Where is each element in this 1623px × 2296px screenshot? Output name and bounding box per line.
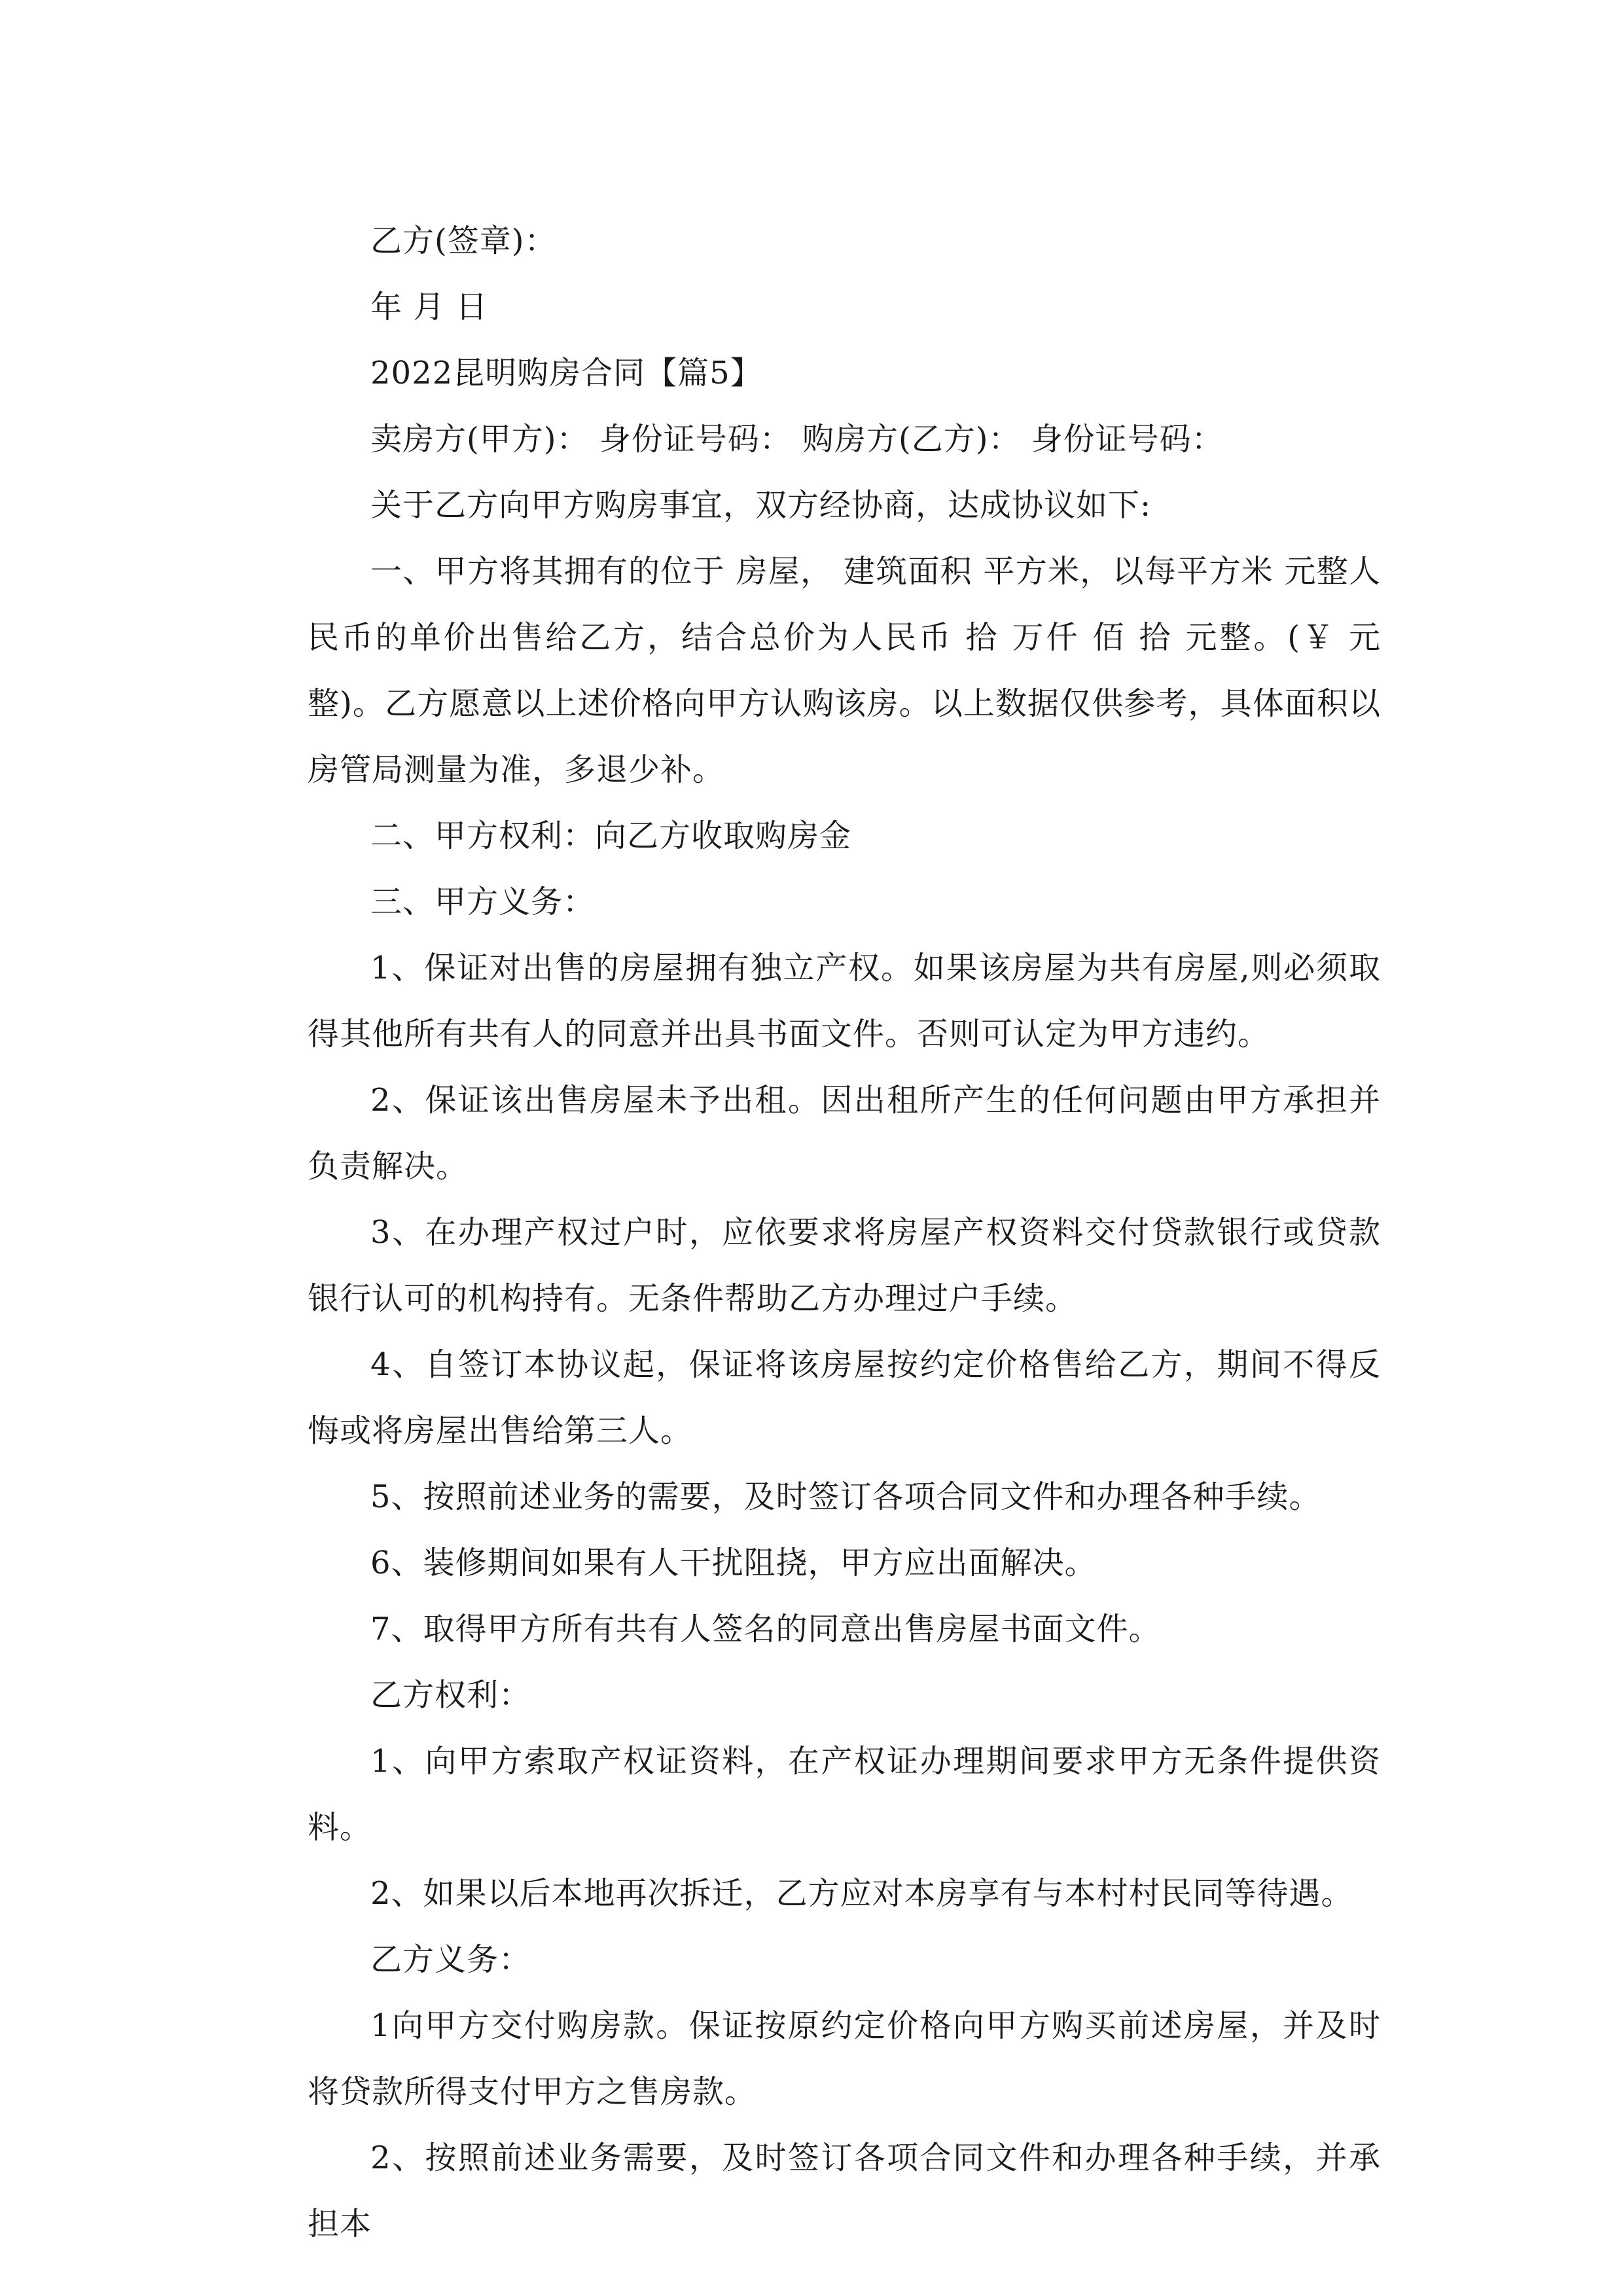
party-a-obligation-6: 6、装修期间如果有人干扰阻挠，甲方应出面解决。 xyxy=(370,1545,1097,1581)
party-b-right-1: 1、向甲方索取产权证资料，在产权证办理期间要求甲方无条件提供资料。 xyxy=(308,1743,1381,1846)
party-b-obligation-1: 1向甲方交付购房款。保证按原约定价格向甲方购买前述房屋，并及时将贷款所得支付甲方之售房款。 xyxy=(308,2007,1381,2110)
party-a-obligation-3: 3、在办理产权过户时，应依要求将房屋产权资料交付贷款银行或贷款银行认可的机构持有。无条件帮助乙方办理过户手续。 xyxy=(308,1214,1381,1317)
party-a-obligation-5: 5、按照前述业务的需要，及时签订各项合同文件和办理各种手续。 xyxy=(370,1479,1321,1515)
agreement-intro: 关于乙方向甲方购房事宜，双方经协商，达成协议如下: xyxy=(370,487,1152,524)
document-body xyxy=(308,208,1381,2257)
party-b-signature-line: 乙方(签章)： xyxy=(370,223,557,259)
party-b-obligations-heading: 乙方义务： xyxy=(370,1941,531,1978)
party-a-obligation-7: 7、取得甲方所有共有人签名的同意出售房屋书面文件。 xyxy=(370,1611,1161,1647)
contract-section-title: 2022昆明购房合同【篇5】 xyxy=(370,355,762,391)
party-a-obligation-4: 4、自签订本协议起，保证将该房屋按约定价格售给乙方，期间不得反悔或将房屋出售给第三人。 xyxy=(308,1346,1381,1449)
party-a-obligation-2: 2、保证该出售房屋未予出租。因出租所产生的任何问题由甲方承担并负责解决。 xyxy=(308,1082,1381,1185)
parties-line: 卖房方(甲方)： 身份证号码： 购房方(乙方)： 身份证号码： xyxy=(370,421,1224,457)
party-b-rights-heading: 乙方权利： xyxy=(370,1677,531,1713)
party-b-right-2: 2、如果以后本地再次拆迁，乙方应对本房享有与本村村民同等待遇。 xyxy=(370,1875,1353,1912)
clause-3-party-a-obligations-heading: 三、甲方义务： xyxy=(370,884,596,920)
clause-1-property-price: 一、甲方将其拥有的位于 房屋， 建筑面积 平方米，以每平方米 元整人民币的单价出售给乙方，结合总价为人民币 拾 万仟 佰 拾 元整。(￥ 元整)。乙方愿意以上述价格向甲方认购该房。以上数据仅供参考，具体面积以房管局测量为准，多退少补。 xyxy=(308,553,1381,788)
party-b-obligation-2: 2、按照前述业务需要，及时签订各项合同文件和办理各种手续，并承担本 xyxy=(308,2140,1381,2242)
party-a-obligation-1: 1、保证对出售的房屋拥有独立产权。如果该房屋为共有房屋,则必须取得其他所有共有人的同意并出具书面文件。否则可认定为甲方违约。 xyxy=(308,950,1381,1052)
clause-2-party-a-rights: 二、甲方权利：向乙方收取购房金 xyxy=(370,817,852,854)
date-line: 年 月 日 xyxy=(370,289,488,325)
